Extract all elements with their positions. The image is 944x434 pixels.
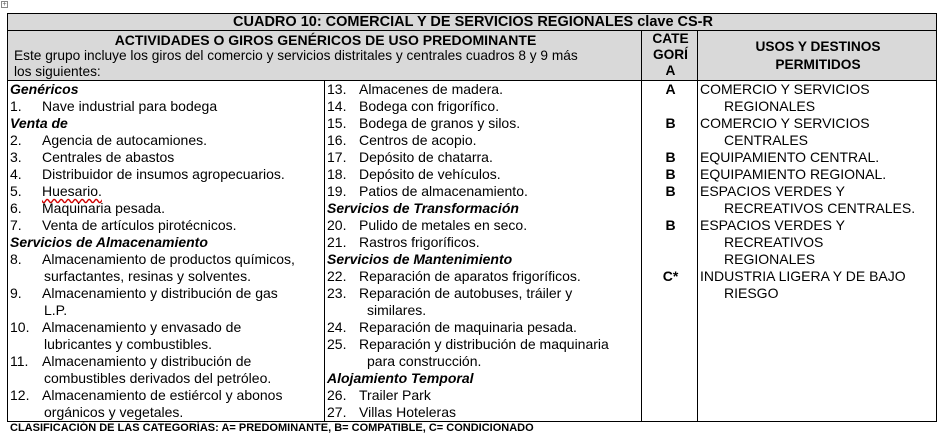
- category-header-line3: A: [665, 63, 676, 78]
- usos-header: [698, 31, 937, 81]
- list-item: 25. Reparación y distribución de maquinaria: [327, 336, 609, 352]
- category-header-line2: GORÍ: [653, 47, 688, 62]
- list-item: 5. Huesario.: [10, 183, 102, 199]
- category-value: B: [665, 183, 676, 199]
- category-spacer: [644, 98, 697, 115]
- category-value: B: [665, 115, 676, 131]
- uso-item: COMERCIO Y SERVICIOS: [700, 115, 870, 131]
- uso-item-continuation: CENTRALES: [724, 132, 809, 148]
- list-item: 9. Almacenamiento y distribución de gas: [10, 285, 278, 301]
- uso-item-continuation: REGIONALES: [724, 98, 816, 114]
- list-item: 15. Bodega de granos y silos.: [327, 115, 521, 131]
- usos-header-line2: PERMITIDOS: [775, 56, 861, 72]
- activities-header: [8, 31, 642, 81]
- list-item-continuation: L.P.: [44, 302, 68, 318]
- list-item: 11. Almacenamiento y distribución de: [10, 353, 252, 369]
- list-item: 13. Almacenes de madera.: [327, 81, 503, 97]
- list-item-continuation: similares.: [367, 302, 427, 318]
- uso-item: COMERCIO Y SERVICIOS: [700, 81, 870, 97]
- uso-item-continuation: RECREATIVOS: [724, 234, 824, 250]
- list-item: 20. Pulido de metales en seco.: [327, 217, 528, 233]
- activities-title: ACTIVIDADES O GIROS GENÉRICOS DE USO PREDOMINANTE: [114, 32, 537, 48]
- uso-item: EQUIPAMIENTO CENTRAL.: [700, 149, 880, 165]
- uso-item: EQUIPAMIENTO REGIONAL.: [700, 166, 887, 182]
- cuadro-10-table: [7, 13, 937, 422]
- uso-item: ESPACIOS VERDES Y: [700, 217, 845, 233]
- list-item: 22. Reparación de aparatos frigoríficos.: [327, 268, 581, 284]
- category-spacer: [644, 234, 697, 251]
- list-item: 17. Depósito de chatarra.: [327, 149, 493, 165]
- list-item: 21. Rastros frigoríficos.: [327, 234, 480, 250]
- uso-item: INDUSTRIA LIGERA Y DE BAJO: [700, 268, 906, 284]
- section-alojamiento: Alojamiento Temporal: [327, 370, 474, 386]
- list-item: 19. Patios de almacenamiento.: [327, 183, 528, 199]
- list-item: 7. Venta de artículos pirotécnicos.: [10, 217, 237, 233]
- list-item: 27. Villas Hoteleras: [327, 404, 457, 420]
- list-item: 3. Centrales de abastos: [10, 149, 175, 165]
- list-item: 2. Agencia de autocamiones.: [10, 132, 207, 148]
- category-value: B: [665, 217, 676, 233]
- section-mantenimiento: Servicios de Mantenimiento: [327, 251, 513, 267]
- section-genericos: Genéricos: [10, 81, 79, 97]
- section-transformacion: Servicios de Transformación: [327, 200, 519, 216]
- category-header-line1: CATE: [652, 31, 689, 46]
- list-item-continuation: lubricantes y combustibles.: [44, 336, 213, 352]
- section-almacenamiento: Servicios de Almacenamiento: [10, 234, 208, 250]
- list-item: 1. Nave industrial para bodega: [10, 98, 218, 114]
- list-item: 4. Distribuidor de insumos agropecuarios.: [10, 166, 285, 182]
- list-item: 6. Maquinaria pesada.: [10, 200, 165, 216]
- category-column: [642, 81, 698, 422]
- section-venta: Venta de: [10, 115, 68, 131]
- list-item: 16. Centros de acopio.: [327, 132, 477, 148]
- uso-item-continuation: REGIONALES: [724, 251, 816, 267]
- table-title: CUADRO 10: COMERCIAL Y DE SERVICIOS REGIONALES clave CS-R: [8, 14, 937, 31]
- list-item: 8. Almacenamiento de productos químicos,: [10, 251, 295, 267]
- uso-item-continuation: RIESGO: [724, 285, 779, 301]
- spellcheck-flagged-word[interactable]: Huesario.: [42, 183, 102, 199]
- uso-item: ESPACIOS VERDES Y: [700, 183, 845, 199]
- list-item: 14. Bodega con frigorífico.: [327, 98, 500, 114]
- activities-desc-line2: los siguientes:: [14, 64, 101, 79]
- list-item: 10. Almacenamiento y envasado de: [10, 319, 242, 335]
- category-spacer: [644, 200, 697, 217]
- next-table-cut-off-text: CLASIFICACIÓN DE LAS CATEGORÍAS: A= PREDOMINANTE, B= COMPATIBLE, C= CONDICIONADO: [10, 422, 534, 434]
- usos-header-line1: USOS Y DESTINOS: [755, 38, 881, 54]
- list-item-continuation: para construcción.: [367, 353, 482, 369]
- activities-desc-line1: Este grupo incluye los giros del comercio y servicios distritales y centrales cuadros 8 y 9 más: [14, 48, 578, 63]
- list-item-continuation: orgánicos y vegetales.: [44, 404, 184, 420]
- uso-item-continuation: RECREATIVOS CENTRALES.: [724, 200, 916, 216]
- category-spacer: [644, 132, 697, 149]
- list-item: 26. Trailer Park: [327, 387, 431, 403]
- list-item: 23. Reparación de autobuses, tráiler y: [327, 285, 573, 301]
- list-item: 12. Almacenamiento de estiércol y abonos: [10, 387, 283, 403]
- activities-column-2: [325, 81, 642, 422]
- usos-column: [698, 81, 937, 422]
- category-spacer: [644, 251, 697, 268]
- category-header: [642, 31, 698, 81]
- list-item-continuation: combustibles derivados del petróleo.: [44, 370, 272, 386]
- category-value: B: [665, 149, 676, 165]
- list-item: 18. Depósito de vehículos.: [327, 166, 501, 182]
- activities-column-1: [8, 81, 325, 422]
- list-item: 24. Reparación de maquinaria pesada.: [327, 319, 577, 335]
- category-value: B: [665, 166, 676, 182]
- category-value: A: [665, 81, 676, 97]
- list-item-continuation: surfactantes, resinas y solventes.: [44, 268, 251, 284]
- category-value: C*: [662, 268, 679, 284]
- table-move-handle[interactable]: +: [2, 1, 7, 8]
